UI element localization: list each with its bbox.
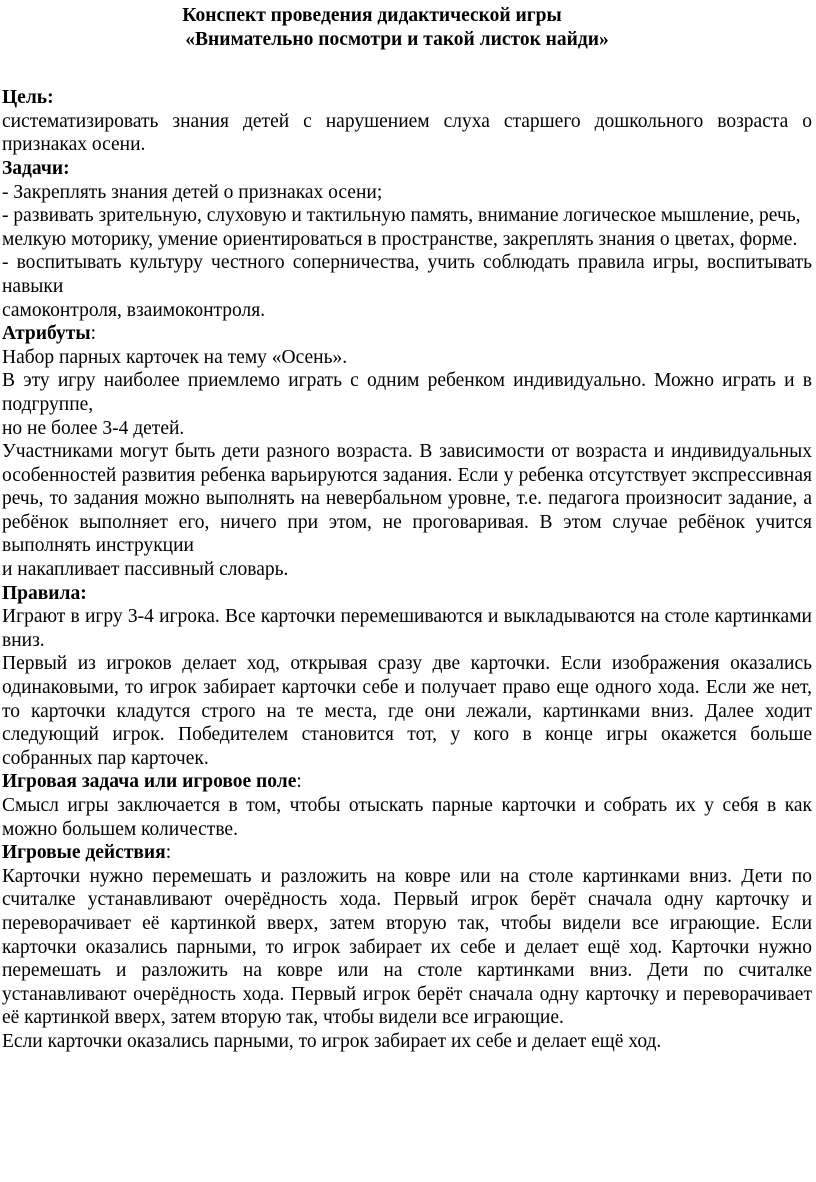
attributes-line: и накапливает пассивный словарь. xyxy=(2,559,289,581)
task-item: - развивать зрительную, слуховую и тактильную память, внимание логическое мышление, речь, xyxy=(2,205,801,227)
document-title-line1: Конспект проведения дидактической игры xyxy=(182,5,562,26)
task-item: - воспитывать культуру честного соперничества, учить соблюдать правила игры, воспитывать навыки xyxy=(2,252,812,297)
attributes-heading-colon: : xyxy=(90,323,96,345)
attributes-heading-line xyxy=(2,322,812,346)
game-actions-line: Карточки нужно перемешать и разложить на ковре или на столе картинками вниз. Дети по считалке устанавливают очерёдность хода. Первый игрок берёт сначала одну карточку и переворачивает её картинкой вверх, затем вторую так, чтобы видели все играющие. Если карточки оказались парными, то игрок забирает их себе и делает ещё ход. Карточки нужно перемешать и разложить на ковре или на столе картинками вниз. Дети по считалке устанавливают очерёдность хода. Первый игрок берёт сначала одну карточку и переворачивает её картинкой вверх, затем вторую так, чтобы видели все играющие. xyxy=(2,865,812,1029)
rules-line: Первый из игроков делает ход, открывая сразу две карточки. Если изображения оказались одинаковыми, то игрок забирает карточки себе и получает право еще одного хода. Если же нет, то карточки кладутся строго на те места, где они лежали, картинками вниз. Далее ходит следующий игрок. Победителем становится тот, у кого в конце игры окажется больше собранных пар карточек. xyxy=(2,653,812,769)
game-task-text: Смысл игры заключается в том, чтобы отыскать парные карточки и собрать их у себя в как можно большем количестве. xyxy=(2,795,812,840)
game-actions-line: Если карточки оказались парными, то игрок забирает их себе и делает ещё ход. xyxy=(2,1030,662,1052)
game-task-heading-colon: : xyxy=(296,771,302,793)
attributes-line: Набор парных карточек на тему «Осень». xyxy=(2,346,348,368)
game-actions-heading: Игровые действия xyxy=(2,842,166,864)
attributes-line: но не более 3-4 детей. xyxy=(2,417,185,439)
task-item: самоконтроля, взаимоконтроля. xyxy=(2,299,266,321)
goal-text: систематизировать знания детей с нарушением слуха старшего дошкольного возраста о признаках осени. xyxy=(2,110,812,156)
game-actions-heading-colon: : xyxy=(165,842,172,864)
task-item: мелкую моторику, умение ориентироваться в пространстве, закреплять знания о цветах, форме. xyxy=(2,228,798,250)
tasks-heading: Задачи: xyxy=(2,157,70,179)
task-item: - Закреплять знания детей о признаках осени; xyxy=(2,181,383,203)
attributes-line: Участниками могут быть дети разного возраста. В зависимости от возраста и индивидуальных особенностей развития ребенка варьируются задания. Если у ребенка отсутствует экспрессивная речь, то задания можно выполнять на невербальном уровне, т.е. педагога произносит задание, а ребёнок выполняет его, ничего при этом, не проговаривая. В этом случае ребёнок учится выполнять инструкции xyxy=(2,441,812,557)
spacer xyxy=(2,51,812,86)
rules-line: Играют в игру 3-4 игрока. Все карточки перемешиваются и выкладываются на столе картинками вниз. xyxy=(2,606,812,651)
rules-heading: Правила: xyxy=(2,582,87,604)
document-title-line2: «Внимательно посмотри и такой листок найди» xyxy=(185,28,609,50)
game-task-heading-line xyxy=(2,770,812,794)
attributes-line: В эту игру наиболее приемлемо играть с одним ребенком индивидуально. Можно играть и в подгруппе, xyxy=(2,370,812,415)
attributes-heading: Атрибуты xyxy=(2,323,91,345)
game-actions-heading-line xyxy=(2,841,812,865)
goal-heading: Цель: xyxy=(2,87,54,109)
game-task-heading: Игровая задача или игровое поле xyxy=(2,771,297,793)
